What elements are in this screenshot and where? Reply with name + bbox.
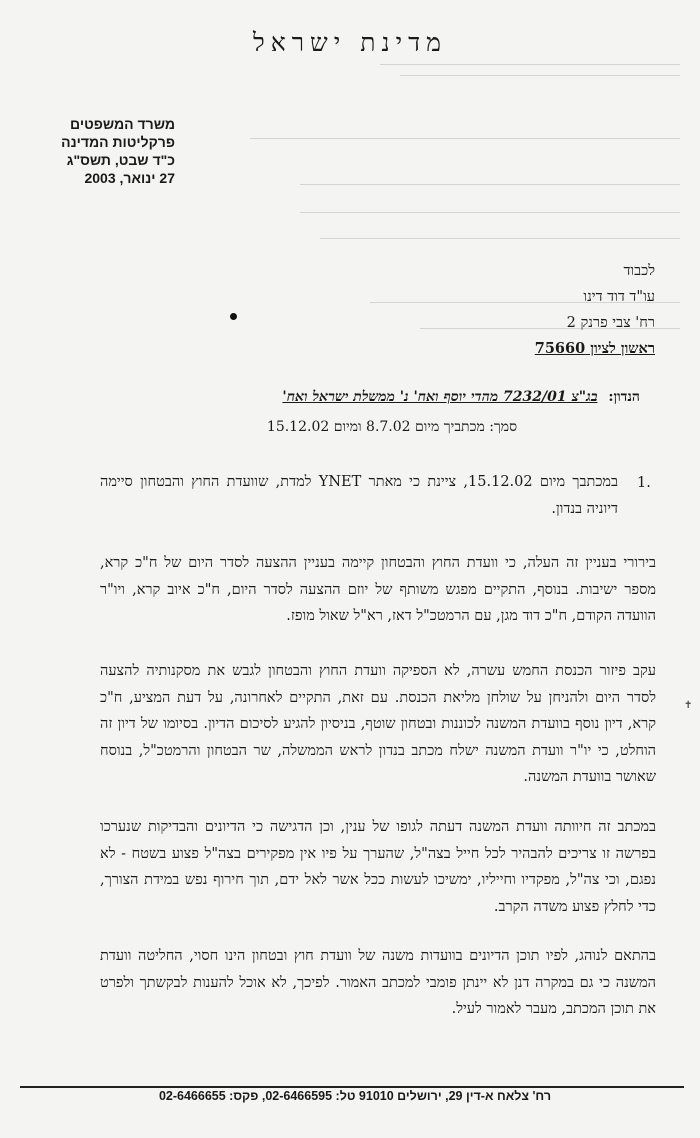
addressee-name: עו"ד דוד דינו [583, 289, 655, 305]
addressee-block [355, 258, 655, 362]
paragraph-2: בירורי בעניין זה העלה, כי וועדת החוץ והבטחון קיימה בעניין ההצעה לסדר היום של ח"כ קרא, מספר ישיבות. בנוסף, התקיים מפגש משותף של יוזם ההצעה לסדר היום, ח"כ איוב קרא, ויו"ר הוועדה הקודם, ח"כ דוד מגן, עם הרמטכ"ל דאז, רא"ל שאול מופז. [100, 555, 656, 624]
ink-dot [230, 313, 237, 320]
addressee-city: ראשון לציון 75660 [534, 340, 655, 357]
office-name: פרקליטות המדינה [61, 134, 175, 150]
gregorian-date: 27 ינואר, 2003 [84, 170, 175, 186]
reference-line: סמך: מכתביך מיום 8.7.02 ומיום 15.12.02 [266, 419, 518, 435]
subject-line [140, 389, 640, 406]
subject-label: הנדון: [608, 389, 640, 405]
footer-divider [20, 1086, 684, 1088]
addressee-street: רח' צבי פרנק 2 [566, 315, 655, 331]
ministry-name: משרד המשפטים [70, 116, 175, 132]
hebrew-date: כ"ד שבט, תשס"ג [66, 152, 175, 168]
subject-text: בג"צ 7232/01 מהדי יוסף ואח' נ' ממשלת ישראל ואח' [282, 389, 598, 405]
paragraph-5: בהתאם לנוהג, לפיו תוכן הדיונים בוועדות משנה של וועדת חוץ ובטחון הינו חסוי, החליטה וועדת המשנה כי גם במקרה דנן לא יינתן פומבי למכתב האמור. לפיכך, לא אוכל להענות לבקשתך ולפרט את תוכן המכתב, מעבר לאמור לעיל. [100, 948, 656, 1017]
paragraph-3: עקב פיזור הכנסת החמש עשרה, לא הספיקה וועדת החוץ והבטחון לגבש את מסקנותיה להצעה לסדר היום ולהניחן על שולחן מליאת הכנסת. עם זאת, התקיים לאחרונה, על דעת המציע, ח"כ קרא, דיון נוסף בוועדת המשנה לכוננות ובטחון שוטף, בניסיון להגיע לסיכום הדיון. בסיומו של דיון זה הוחלט, כי יו"ר וועדת המשנה ישלח מכתב בנדון לראש הממשלה, שר הבטחון והרמטכ"ל, בנוסח שאושר בוועדת המשנה. [100, 663, 656, 785]
item-number: 1. [637, 475, 651, 491]
salutation: לכבוד [623, 263, 655, 279]
paragraph-4: במכתב זה חיוותה וועדת המשנה דעתה לגופו של ענין, וכן הדגישה כי הדיונים והבדיקות שנערכו בפרשה זו צריכים להבהיר לכל חייל בצה"ל, שהערך על פיו אין מפקירים בצה"ל פצוע בשטח - לא נפגם, וכי צה"ל, מפקדיו וחייליו, ימשיכו לעשות ככל אשר לאל ידם, תוך חירוף נפש במידת הצורך, כדי לחלץ פצוע משדה הקרב. [100, 819, 656, 915]
state-name-heading: מדינת ישראל [253, 28, 447, 57]
ministry-block [10, 115, 175, 187]
footer-address: רח' צלאח א-דין 29, ירושלים 91010 טל: 02-6466595, פקס: 02-6466655 [158, 1089, 552, 1103]
margin-mark: ✝ [684, 700, 693, 711]
paragraph-1: במכתבך מיום 15.12.02, ציינת כי מאתר YNET למדת, שוועדת החוץ והבטחון סיימה דיוניה בנדון. [100, 474, 618, 517]
